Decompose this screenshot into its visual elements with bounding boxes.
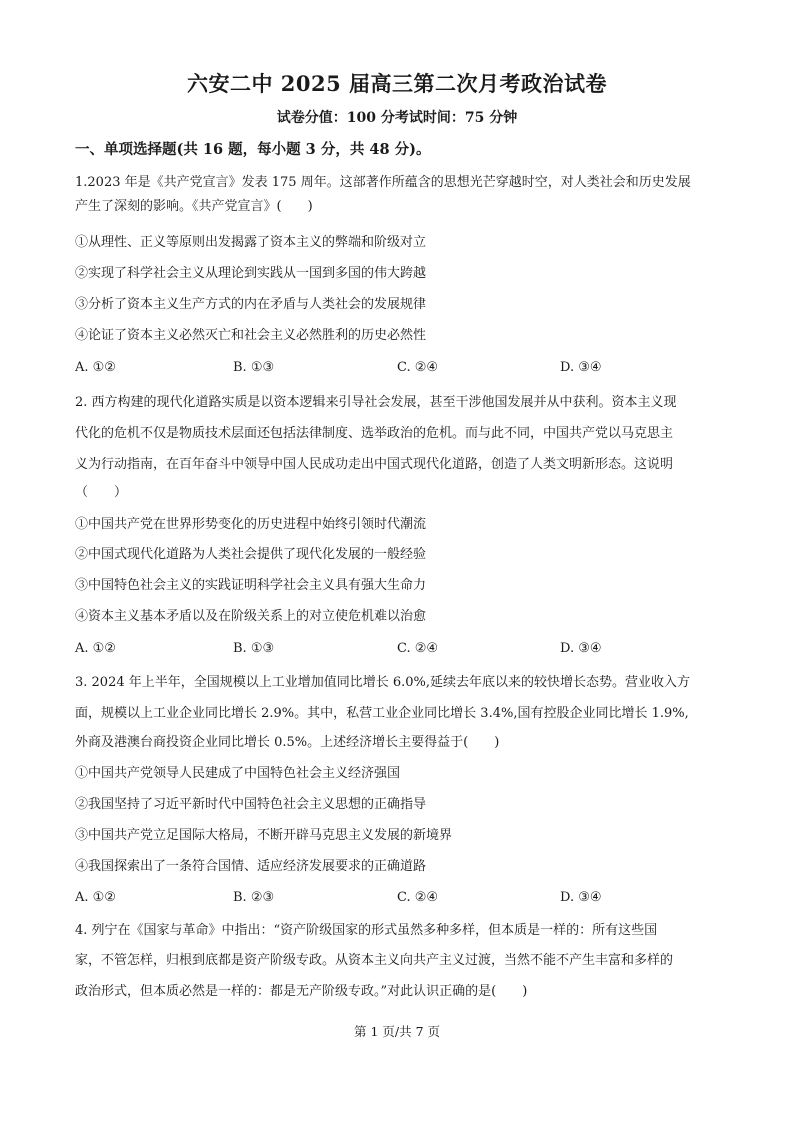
- question-3-item: ④我国探索出了一条符合国情、适应经济发展要求的正确道路: [75, 859, 427, 874]
- question-4-stem-line: 政治形式，但本质必然是一样的：都是无产阶级专政。”对此认识正确的是( ): [75, 984, 528, 999]
- question-2-stem-line: （ ）: [75, 485, 128, 500]
- question-1-stem-line: 产生了深刻的影响。《共产党宣言》( ): [75, 199, 313, 214]
- question-2-item: ①中国共产党在世界形势变化的历史进程中始终引领时代潮流: [75, 517, 427, 532]
- question-2-item: ②中国式现代化道路为人类社会提供了现代化发展的一般经验: [75, 547, 427, 562]
- question-1-option-c: C. ②④: [397, 360, 439, 375]
- question-3-stem-line: 外商及港澳台商投资企业同比增长 0.5%。上述经济增长主要得益于( ): [75, 735, 500, 750]
- question-3-option-a: A. ①②: [75, 890, 116, 905]
- question-2-option-c: C. ②④: [397, 641, 439, 656]
- question-3-stem-line: 3. 2024 年上半年，全国规模以上工业增加值同比增长 6.0%,延续去年底以来的较快增长态势。营业收入方: [75, 675, 691, 690]
- page-title: 六安二中 2025 届高三第二次月考政治试卷: [186, 71, 608, 96]
- question-1-item: ②实现了科学社会主义从理论到实践从一国到多国的伟大跨越: [75, 266, 427, 281]
- question-3-item: ①中国共产党领导人民建成了中国特色社会主义经济强国: [75, 766, 401, 781]
- question-3-option-c: C. ②④: [397, 890, 439, 905]
- question-3-stem-line: 面，规模以上工业企业同比增长 2.9%。其中，私营工业企业同比增长 3.4%,国有控股企业同比增长 1.9%,: [75, 706, 689, 721]
- question-3-option-d: D. ③④: [560, 890, 602, 905]
- question-2-option-b: B. ①③: [233, 641, 275, 656]
- question-2-stem-line: 义为行动指南，在百年奋斗中领导中国人民成功走出中国式现代化道路，创造了人类文明新形态。这说明: [75, 457, 674, 472]
- question-4-stem-line: 4. 列宁在《国家与革命》中指出：“资产阶级国家的形式虽然多种多样，但本质是一样的：所有这些国: [75, 923, 658, 938]
- question-2-item: ③中国特色社会主义的实践证明科学社会主义具有强大生命力: [75, 578, 427, 593]
- question-1-item: ④论证了资本主义必然灭亡和社会主义必然胜利的历史必然性: [75, 328, 427, 343]
- question-4-stem-line: 家，不管怎样，归根到底都是资产阶级专政。从资本主义向共产主义过渡，当然不能不产生丰富和多样的: [75, 953, 674, 968]
- question-3-option-b: B. ②③: [233, 890, 275, 905]
- exam-meta: 试卷分值：100 分考试时间：75 分钟: [276, 110, 518, 126]
- section-heading: 一、单项选择题(共 16 题，每小题 3 分，共 48 分)。: [75, 141, 431, 158]
- question-1-option-d: D. ③④: [560, 360, 602, 375]
- question-1-item: ①从理性、正义等原则出发揭露了资本主义的弊端和阶级对立: [75, 235, 427, 250]
- question-1-item: ③分析了资本主义生产方式的内在矛盾与人类社会的发展规律: [75, 297, 427, 312]
- question-2-item: ④资本主义基本矛盾以及在阶级关系上的对立使危机难以治愈: [75, 609, 427, 624]
- question-2-stem-line: 2. 西方构建的现代化道路实质是以资本逻辑来引导社会发展，甚至干涉他国发展并从中获利。资本主义现: [75, 395, 677, 410]
- question-1-option-b: B. ①③: [233, 360, 275, 375]
- question-1-stem-line: 1.2023 年是《共产党宣言》发表 175 周年。这部著作所蕴含的思想光芒穿越时空，对人类社会和历史发展: [75, 175, 691, 190]
- question-2-stem-line: 代化的危机不仅是物质技术层面还包括法律制度、选举政治的危机。而与此不同，中国共产党以马克思主: [75, 426, 674, 441]
- page-number: 第 1 页/共 7 页: [353, 1024, 440, 1039]
- question-1-option-a: A. ①②: [75, 360, 116, 375]
- question-3-item: ②我国坚持了习近平新时代中国特色社会主义思想的正确指导: [75, 797, 427, 812]
- question-2-option-a: A. ①②: [75, 641, 116, 656]
- question-3-item: ③中国共产党立足国际大格局，不断开辟马克思主义发展的新境界: [75, 828, 453, 843]
- question-2-option-d: D. ③④: [560, 641, 602, 656]
